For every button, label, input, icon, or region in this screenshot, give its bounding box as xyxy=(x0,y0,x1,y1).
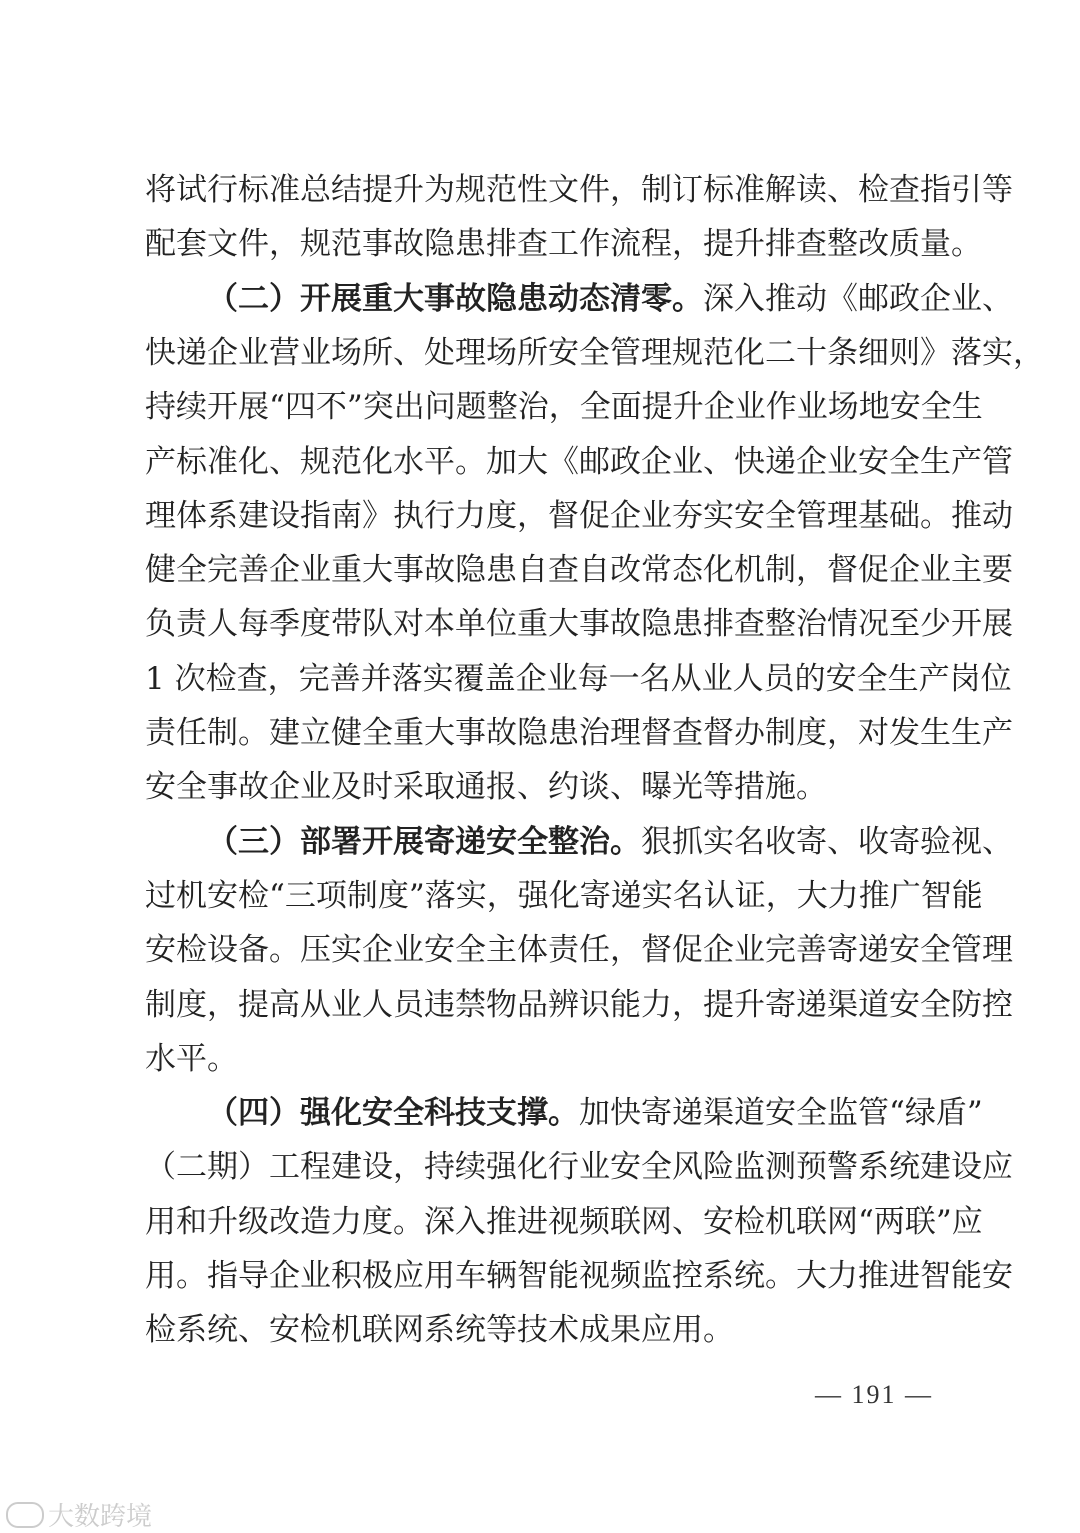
text-line xyxy=(145,1094,983,1132)
line-text: 过机安检“三项制度”落实，强化寄递实名认证，大力推广智能 xyxy=(145,877,983,914)
line-text: 制度，提高从业人员违禁物品辨识能力，提升寄递渠道安全防控 xyxy=(145,986,1013,1023)
line-text: 持续开展“四不”突出问题整治，全面提升企业作业场地安全生 xyxy=(145,389,983,426)
line-text: 安检设备。压实企业安全主体责任，督促企业完善寄递安全管理 xyxy=(145,932,1013,969)
text-line xyxy=(145,660,1012,698)
line-text: 用。指导企业积极应用车辆智能视频监控系统。大力推进智能安 xyxy=(145,1258,1013,1294)
line-text: 用和升级改造力度。深入推进视频联网、安检机联网“两联”应 xyxy=(145,1203,983,1240)
page-number: — 191 — xyxy=(815,1380,933,1409)
line-text: 配套文件，规范事故隐患排查工作流程，提升排查整改质量。 xyxy=(145,226,982,263)
section-heading: （四）强化安全科技支撑。 xyxy=(207,1095,579,1132)
line-text: （二期）工程建设，持续强化行业安全风险监测预警系统建设应 xyxy=(145,1149,1013,1186)
text-line xyxy=(145,443,1013,481)
text-line xyxy=(145,714,1013,752)
text-line xyxy=(145,334,1044,372)
line-text: 深入推动《邮政企业、 xyxy=(703,280,1013,317)
text-line xyxy=(145,1040,945,1078)
text-line xyxy=(145,931,1013,969)
watermark-logo-icon xyxy=(6,1502,44,1528)
line-text: 负责人每季度带队对本单位重大事故隐患排查整治情况至少开展 xyxy=(145,606,1013,643)
section-heading: （二）开展重大事故隐患动态清零。 xyxy=(207,280,703,317)
text-line xyxy=(145,1257,1013,1295)
text-line xyxy=(145,551,1013,589)
text-line xyxy=(145,877,983,915)
line-text: 水平。 xyxy=(145,1040,238,1077)
text-line xyxy=(145,497,1013,535)
text-line xyxy=(145,225,982,263)
line-text: 责任制。建立健全重大事故隐患治理督查督办制度，对发生生产 xyxy=(145,715,1013,751)
text-line xyxy=(145,388,983,426)
line-text: 健全完善企业重大事故隐患自查自改常态化机制，督促企业主要 xyxy=(145,552,1013,589)
text-line xyxy=(145,1311,945,1349)
text-line xyxy=(145,823,1013,861)
text-line xyxy=(145,280,1013,318)
text-line xyxy=(145,1148,1013,1186)
text-line xyxy=(145,768,945,806)
line-text: 狠抓实名收寄、收寄验视、 xyxy=(641,823,1013,860)
watermark-text: 大数跨境 xyxy=(48,1502,153,1532)
line-text: 1 次检查，完善并落实覆盖企业每一名从业人员的安全生产岗位 xyxy=(145,660,1012,697)
text-line xyxy=(145,605,1013,643)
watermark xyxy=(6,1496,152,1533)
text-line xyxy=(145,1203,983,1241)
line-text: 理体系建设指南》执行力度，督促企业夯实安全管理基础。推动 xyxy=(145,497,1013,534)
line-text: 安全事故企业及时采取通报、约谈、曝光等措施。 xyxy=(145,769,827,806)
line-text: 检系统、安检机联网系统等技术成果应用。 xyxy=(145,1312,734,1349)
line-text: 将试行标准总结提升为规范性文件，制订标准解读、检查指引等 xyxy=(145,172,1013,208)
line-text: 产标准化、规范化水平。加大《邮政企业、快递企业安全生产管 xyxy=(145,443,1013,480)
line-text: 快递企业营业场所、处理场所安全管理规范化二十条细则》落实， xyxy=(145,334,1044,371)
text-line xyxy=(145,986,1013,1024)
line-text: 加快寄递渠道安全监管“绿盾” xyxy=(579,1095,983,1132)
section-heading: （三）部署开展寄递安全整治。 xyxy=(207,823,641,860)
text-line xyxy=(145,171,1013,209)
